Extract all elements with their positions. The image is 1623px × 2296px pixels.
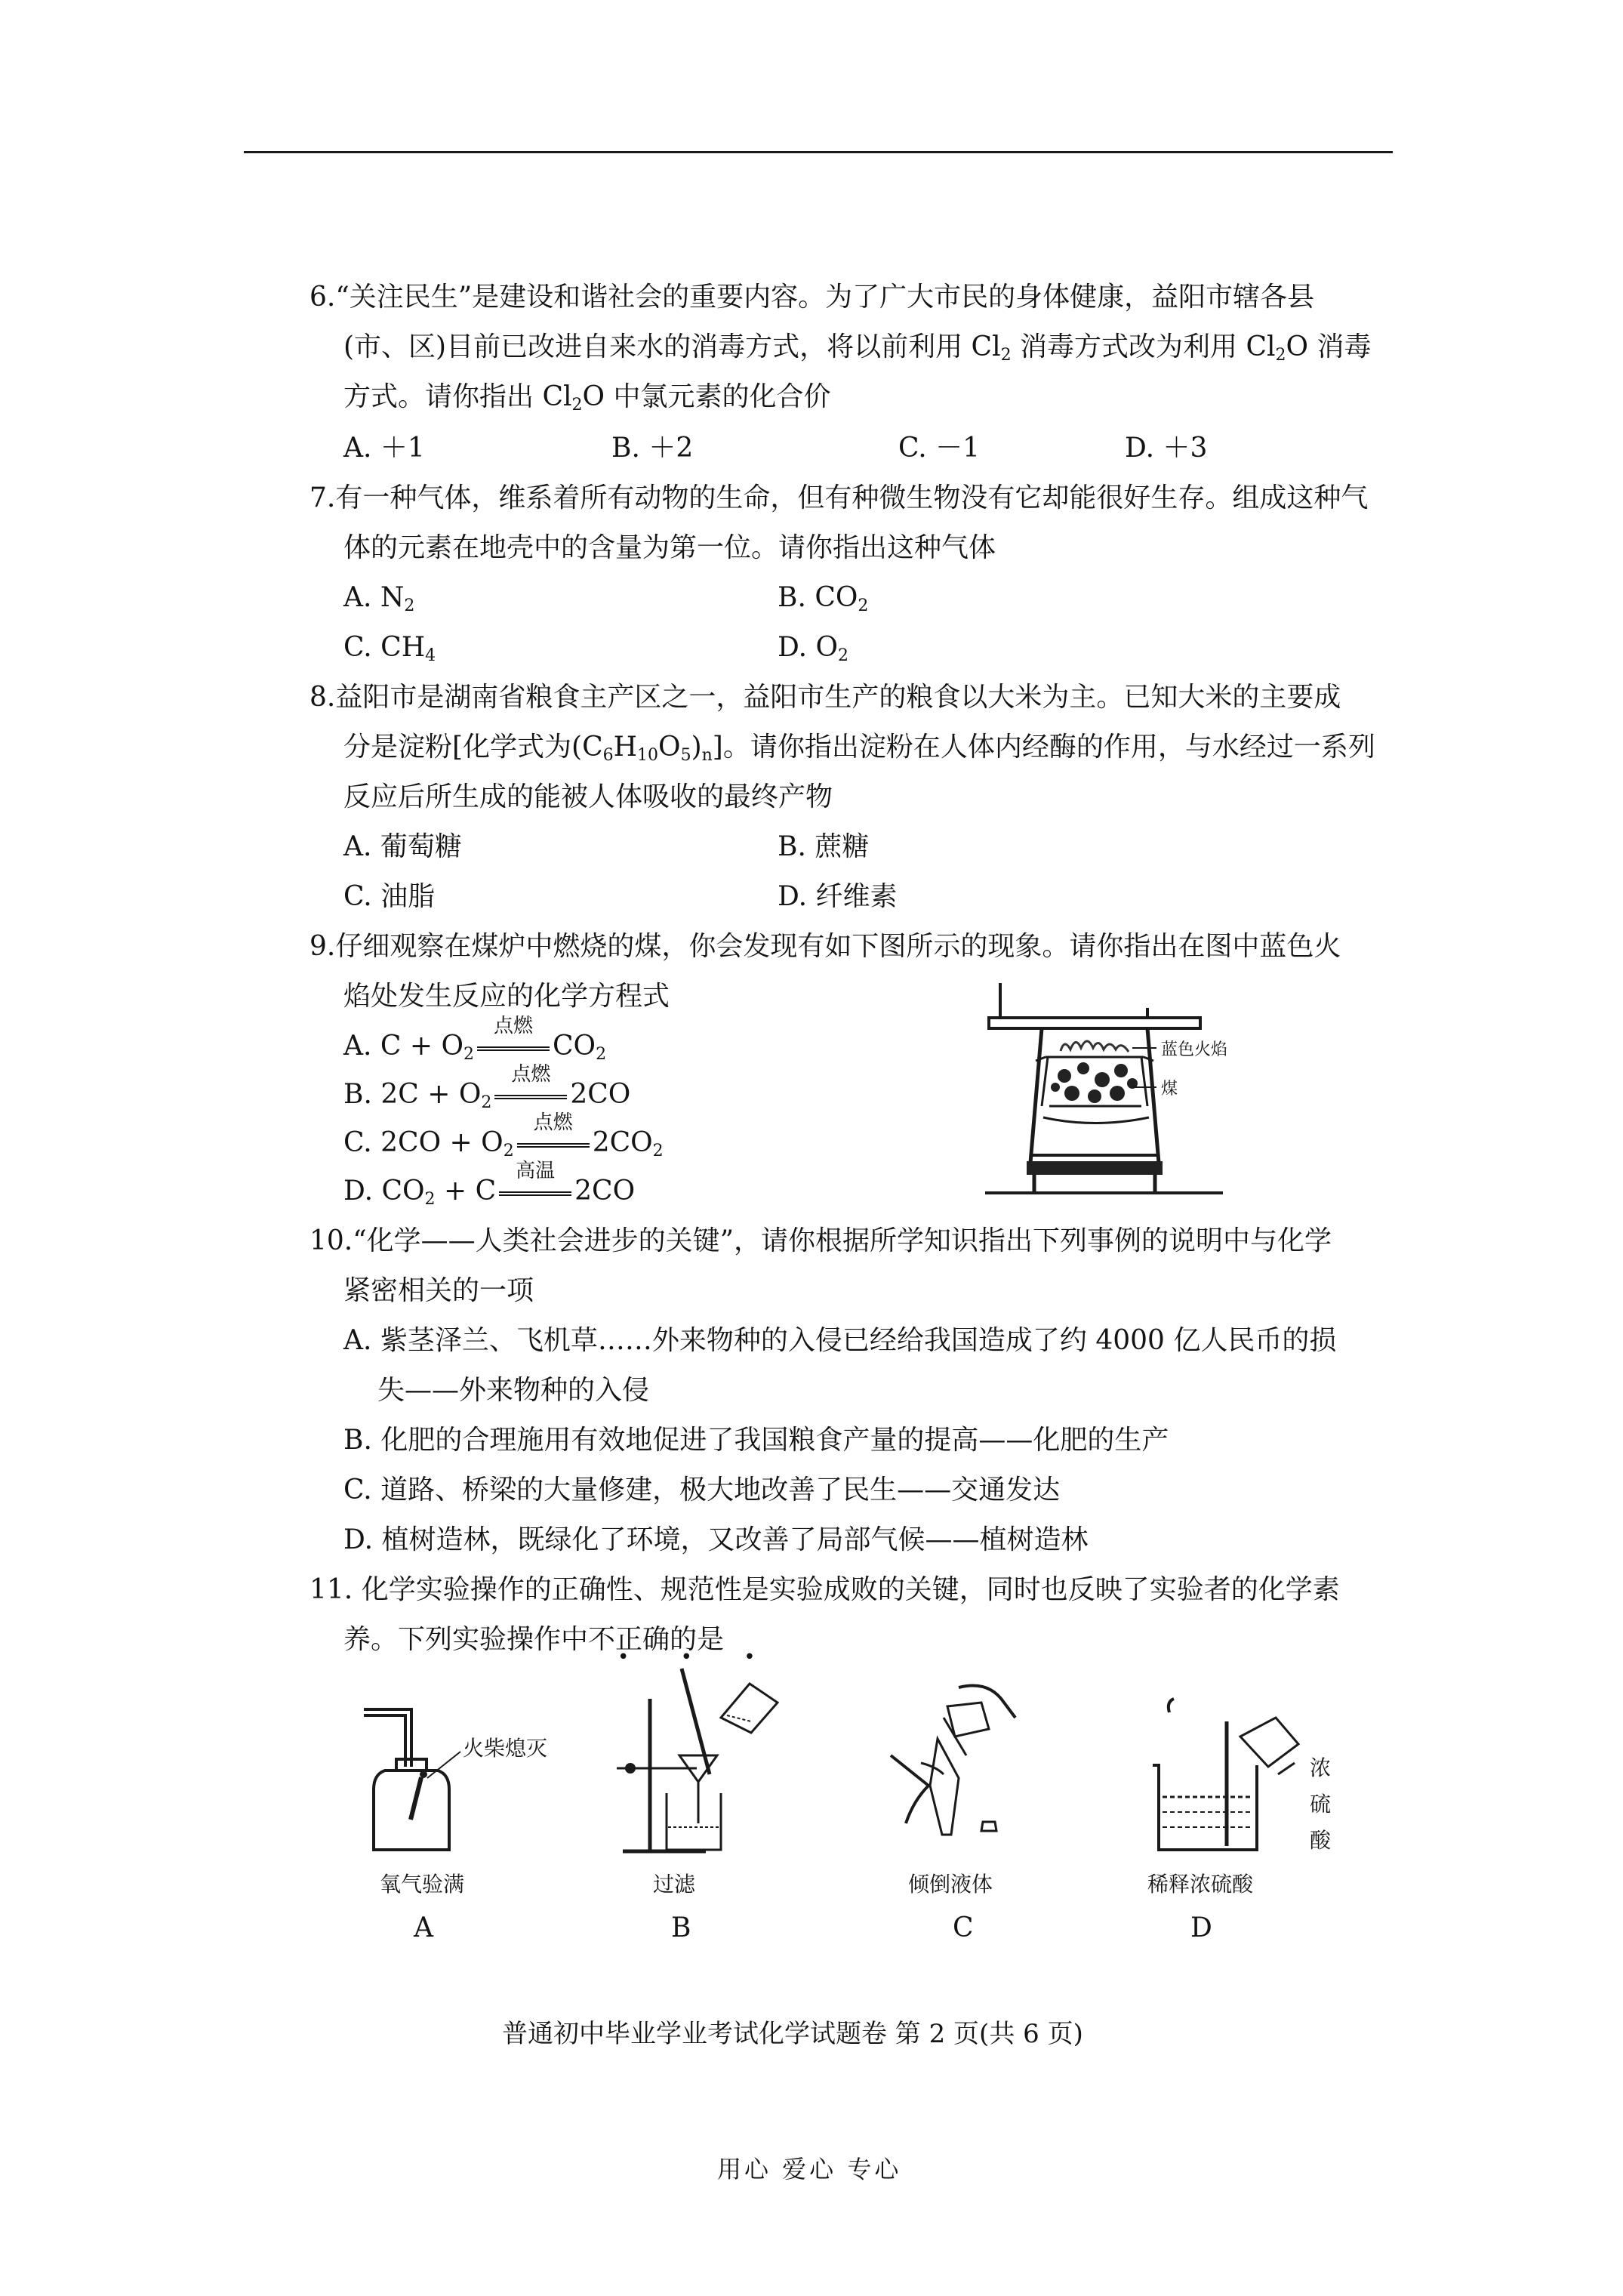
- figure-a-caption: 氧气验满: [380, 1872, 465, 1897]
- q9-option-b: B. $2C + O_2$ 点燃 2CO: [343, 1063, 631, 1112]
- q9-line2: 焰处发生反应的化学方程式: [343, 981, 670, 1012]
- bottom-motto: 用心 爱心 专心: [717, 2155, 902, 2184]
- q6-line1: 6.“关注民生”是建设和谐社会的重要内容。为了广大市民的身体健康，益阳市辖各县: [310, 282, 1315, 313]
- q7-option-a: A. $N_2$: [343, 582, 415, 615]
- q6-line3: 方式。请你指出 $Cl_2O$ 中氯元素的化合价: [343, 381, 831, 415]
- figure-a-letter: A: [414, 1912, 433, 1943]
- q7-line2: 体的元素在地壳中的含量为第一位。请你指出这种气体: [343, 532, 996, 563]
- figure-d-diluting-acid: [1144, 1691, 1310, 1857]
- page-footer: 普通初中毕业学业考试化学试题卷 第 2 页(共 6 页): [502, 2019, 1083, 2049]
- header-rule: [244, 151, 1393, 153]
- coal-stove-figure: [974, 974, 1291, 1200]
- q7-option-b: B. $CO_2$: [778, 582, 869, 615]
- q10-option-c: C. 道路、桥梁的大量修建，极大地改善了民生——交通发达: [343, 1475, 1061, 1505]
- q11-line2: 养。下列实验操作中不正确的是: [343, 1624, 725, 1655]
- blue-flame-label: 蓝色火焰: [1161, 1040, 1228, 1059]
- q7-option-c: C. $CH_4$: [343, 632, 436, 665]
- figure-d-letter: D: [1190, 1912, 1212, 1943]
- q10-option-b: B. 化肥的合理施用有效地促进了我国粮食产量的提高——化肥的生产: [343, 1425, 1169, 1456]
- q8-option-d: D. 纤维素: [778, 881, 898, 912]
- q10-line2: 紧密相关的一项: [343, 1275, 534, 1306]
- q7-option-d: D. $O_2$: [778, 632, 848, 665]
- reaction-arrow: 点燃: [477, 1033, 550, 1063]
- q8-option-b: B. 蔗糖: [778, 831, 870, 862]
- figure-a-gas-bottle: [355, 1699, 551, 1865]
- q6-option-a: A. ＋1: [343, 433, 425, 464]
- q8-line2: 分是淀粉[化学式为$(C_6H_{10}O_5)_n$]。请你指出淀粉在人体内经酶的作用，与水经过一系列: [343, 732, 1375, 765]
- q7-line1: 7.有一种气体，维系着所有动物的生命，但有种微生物没有它却能很好生存。组成这种气: [310, 482, 1369, 513]
- coal-label: 煤: [1161, 1080, 1178, 1099]
- q10-option-a-line1: A. 紫茎泽兰、飞机草……外来物种的入侵已经给我国造成了约 4000 亿人民币的损: [343, 1325, 1337, 1356]
- q9-option-d: D. $CO_2 + C$ 高温 2CO: [343, 1160, 636, 1209]
- q10-option-d: D. 植树造林，既绿化了环境，又改善了局部气候——植树造林: [343, 1524, 1089, 1555]
- q6-option-b: B. ＋2: [611, 433, 694, 464]
- reaction-arrow: 高温: [499, 1178, 571, 1208]
- q6-option-d: D. ＋3: [1125, 433, 1208, 464]
- reaction-arrow: 点燃: [494, 1081, 567, 1111]
- q9-option-a: A. $C + O_2$ 点燃 $CO_2$: [343, 1015, 607, 1064]
- figure-b-letter: B: [671, 1912, 691, 1943]
- figure-b-filtration: [608, 1661, 781, 1865]
- q11-line1: 11. 化学实验操作的正确性、规范性是实验成败的关键，同时也反映了实验者的化学素: [310, 1574, 1340, 1605]
- q8-option-a: A. 葡萄糖: [343, 831, 462, 862]
- q10-line1: 10.“化学——人类社会进步的关键”，请你根据所学知识指出下列事例的说明中与化学: [310, 1225, 1332, 1256]
- q10-option-a-line2: 失——外来物种的入侵: [377, 1375, 650, 1406]
- q6-line2: (市、区)目前已改进自来水的消毒方式，将以前利用 $Cl_2$ 消毒方式改为利用 $Cl_2O$ 消毒: [343, 331, 1372, 365]
- figure-c-pouring-liquid: [876, 1672, 1027, 1861]
- q8-line3: 反应后所生成的能被人体吸收的最终产物: [343, 781, 833, 812]
- figure-d-caption: 稀释浓硫酸: [1147, 1872, 1254, 1897]
- figure-a-label: 火柴熄灭: [463, 1736, 548, 1761]
- reaction-arrow: 点燃: [517, 1130, 590, 1160]
- emphasis-dots: • • •: [617, 1646, 778, 1669]
- figure-c-caption: 倾倒液体: [908, 1872, 993, 1897]
- q9-option-c: C. $2CO + O_2$ 点燃 $2CO_2$: [343, 1111, 664, 1160]
- figure-b-caption: 过滤: [653, 1872, 696, 1897]
- figure-c-letter: C: [953, 1912, 974, 1943]
- q8-option-c: C. 油脂: [343, 881, 436, 912]
- figure-d-label: 浓硫酸: [1310, 1755, 1332, 1853]
- q8-line1: 8.益阳市是湖南省粮食主产区之一，益阳市生产的粮食以大米为主。已知大米的主要成: [310, 682, 1341, 713]
- q6-option-c: C. －1: [898, 433, 981, 464]
- q9-line1: 9.仔细观察在煤炉中燃烧的煤，你会发现有如下图所示的现象。请你指出在图中蓝色火: [310, 931, 1341, 962]
